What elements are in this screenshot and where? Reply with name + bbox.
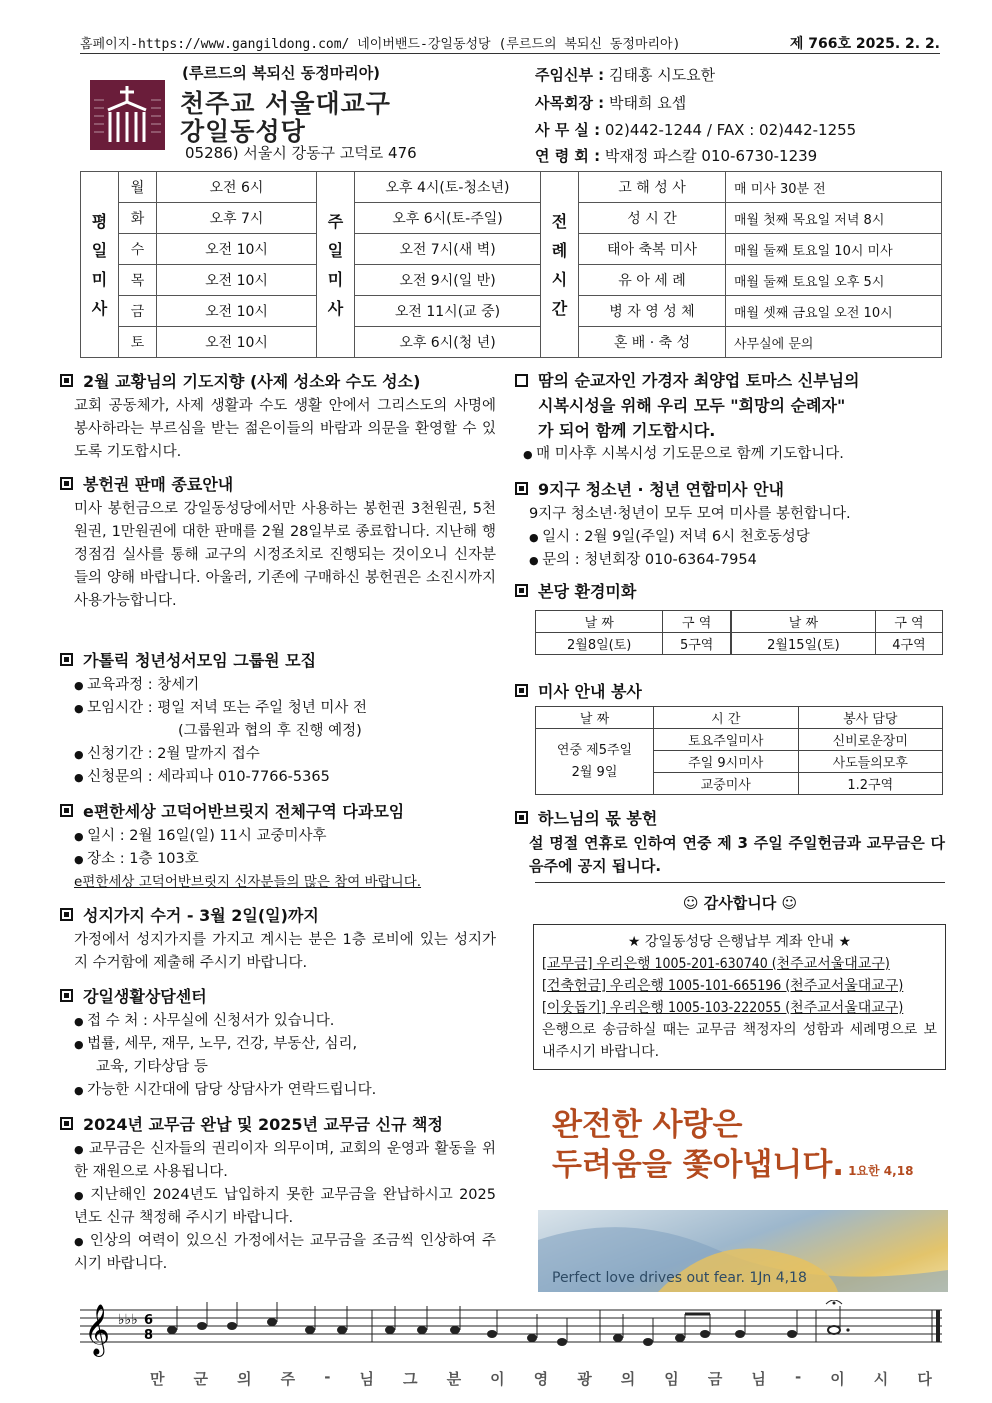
poster-line: 두려움을 쫓아냅니다. 1요한 4,18 bbox=[552, 1147, 914, 1183]
treble-clef-icon: 𝄞 bbox=[84, 1304, 111, 1355]
poster-image bbox=[538, 1210, 948, 1292]
weekday-day: 화 bbox=[119, 203, 157, 234]
list-item: ● 일시 : 2월 16일(일) 11시 교중미사후 bbox=[74, 825, 496, 848]
bullet-square-icon bbox=[60, 804, 73, 817]
lyric-syllable: 금 bbox=[707, 1370, 725, 1388]
table-cell: 1.2구역 bbox=[798, 773, 943, 795]
patron-name: (루르드의 복되신 동정마리아) bbox=[182, 64, 381, 82]
weekday-day: 토 bbox=[119, 327, 157, 358]
lyric-syllable: 그 bbox=[403, 1370, 420, 1388]
lyric-syllable: - bbox=[794, 1368, 804, 1386]
table-cell: 교중미사 bbox=[654, 773, 799, 795]
sunday-time: 오전 11시(교 중) bbox=[355, 296, 541, 327]
table-header: 봉사 담당 bbox=[798, 707, 943, 729]
sacrament-name: 성 시 간 bbox=[579, 203, 726, 234]
list-item: ● 교무금은 신자들의 권리이자 의무이며, 교회의 운영과 활동을 위한 재원으로 사용됩니다. bbox=[74, 1138, 496, 1184]
bullet-square-icon bbox=[515, 684, 528, 697]
sacrament-name: 혼 배 · 축 성 bbox=[579, 327, 726, 358]
table-header: 날 짜 bbox=[536, 707, 654, 729]
section-body: 가정에서 성지가지를 가지고 계시는 분은 1층 로비에 있는 성지가지 수거함에 제출해 주시기 바랍니다. bbox=[74, 932, 496, 971]
bullet-square-icon bbox=[60, 477, 73, 490]
homepage-info: 홈페이지-https://www.gangildong.com/ 네이버밴드-강일동성당 (루르드의 복되신 동정마리아) bbox=[80, 37, 681, 52]
sunday-time: 오전 7시(새 벽) bbox=[355, 234, 541, 265]
weekday-time: 오전 6시 bbox=[157, 172, 317, 203]
table-cell: 2월8일(토) bbox=[536, 633, 663, 655]
notes bbox=[167, 1300, 850, 1346]
bank-account: [건축헌금] 우리은행 1005-101-665196 (천주교서울대교구) bbox=[542, 978, 904, 994]
sunday-mass-label: 주 일 미 사 bbox=[317, 172, 355, 358]
list-item-cont: 교육, 기타상담 등 bbox=[96, 1059, 208, 1075]
section-title: 2024년 교무금 완납 및 2025년 교무금 신규 책정 bbox=[83, 1115, 443, 1134]
weekday-time: 오전 10시 bbox=[157, 327, 317, 358]
weekday-day: 수 bbox=[119, 234, 157, 265]
sunday-time: 오전 9시(일 반) bbox=[355, 265, 541, 296]
sacrament-time: 사무실에 문의 bbox=[726, 327, 942, 358]
sunday-time: 오후 6시(청 년) bbox=[355, 327, 541, 358]
list-item: ● 법률, 세무, 재무, 노무, 건강, 부동산, 심리, bbox=[74, 1033, 496, 1056]
weekday-time: 오전 10시 bbox=[157, 296, 317, 327]
list-item: ● 모임시간 : 평일 저녁 또는 주일 청년 미사 전 bbox=[74, 697, 496, 720]
bible-group-section bbox=[60, 648, 496, 789]
hymn-lyrics bbox=[80, 1368, 942, 1389]
section-title-line: 시복시성을 위해 우리 모두 "희망의 순례자" bbox=[538, 396, 846, 415]
poster-caption: Perfect love drives out fear. 1Jn 4,18 bbox=[552, 1270, 807, 1286]
sacrament-time: 매 미사 30분 전 bbox=[726, 172, 942, 203]
lyric-syllable: 주 bbox=[280, 1370, 298, 1388]
bank-note: 은행으로 송금하실 때는 교무금 책정자의 성함과 세례명으로 보내주시기 바랍니다. bbox=[542, 1022, 937, 1060]
mass-service-table bbox=[535, 706, 943, 795]
lyric-syllable: 광 bbox=[577, 1370, 594, 1388]
lyric-syllable: 영 bbox=[533, 1370, 551, 1388]
hymn-score bbox=[80, 1300, 942, 1390]
cleaning-section bbox=[515, 579, 945, 655]
sunday-time: 오후 6시(토-주일) bbox=[355, 203, 541, 234]
bullet-square-icon bbox=[60, 989, 73, 1002]
section-title: 가톨릭 청년성서모임 그룹원 모집 bbox=[83, 651, 317, 670]
table-header: 구 역 bbox=[663, 611, 731, 633]
weekday-day: 목 bbox=[119, 265, 157, 296]
staff-office: 사 무 실 : 02)442-1244 / FAX : 02)442-1255 bbox=[535, 121, 857, 139]
list-item: ● 문의 : 청년회장 010-6364-7954 bbox=[529, 549, 945, 572]
bank-account: [교무금] 우리은행 1005-201-630740 (천주교서울대교구) bbox=[542, 956, 890, 972]
table-cell: 5구역 bbox=[663, 633, 731, 655]
table-header: 날 짜 bbox=[731, 611, 876, 633]
section-title-line: 가 되어 함께 기도합시다. bbox=[538, 421, 716, 440]
sacrament-time: 매월 셋째 금요일 오전 10시 bbox=[726, 296, 942, 327]
bank-account: [이웃돕기] 우리은행 1005-103-222055 (천주교서울대교구) bbox=[542, 1000, 904, 1016]
sacrament-time: 매월 둘째 토요일 10시 미사 bbox=[726, 234, 942, 265]
list-item: ● 지난해인 2024년도 납입하지 못한 교무금을 완납하시고 2025년도 신규 책정해 주시기 바랍니다. bbox=[74, 1184, 496, 1230]
bullet-square-icon bbox=[60, 653, 73, 666]
lyric-syllable: 다 bbox=[917, 1370, 934, 1388]
sacrament-name: 고 해 성 사 bbox=[579, 172, 726, 203]
section-title: 강일생활상담센터 bbox=[83, 987, 207, 1006]
table-cell: 주일 9시미사 bbox=[654, 751, 799, 773]
list-item: ● 일시 : 2월 9일(주일) 저녁 6시 천호동성당 bbox=[529, 526, 945, 549]
bullet-square-icon bbox=[515, 811, 528, 824]
sacrament-time: 매월 첫째 목요일 저녁 8시 bbox=[726, 203, 942, 234]
weekday-day: 금 bbox=[119, 296, 157, 327]
lyric-syllable: - bbox=[324, 1368, 333, 1386]
table-header: 날 짜 bbox=[536, 611, 663, 633]
staff-funeral: 연 령 회 : 박재정 파스칼 010-6730-1239 bbox=[535, 147, 818, 165]
lyric-syllable: 만 bbox=[150, 1370, 167, 1388]
section-title: 본당 환경미화 bbox=[538, 582, 637, 601]
weekday-mass-label: 평 일 미 사 bbox=[81, 172, 119, 358]
section-title: 성지가지 수거 - 3월 2일(일)까지 bbox=[83, 906, 319, 925]
diocese-name: 천주교 서울대교구 bbox=[180, 89, 391, 118]
section-body: 9지구 청소년·청년이 모두 모여 미사를 봉헌합니다. bbox=[529, 506, 851, 522]
weekday-time: 오전 10시 bbox=[157, 234, 317, 265]
time-signature: 6 bbox=[144, 1313, 154, 1328]
table-cell: 신비로운장미 bbox=[798, 729, 943, 751]
table-header: 시 간 bbox=[654, 707, 799, 729]
section-body: 미사 봉헌금으로 강일동성당에서만 사용하는 봉헌권 3천원권, 5천원권, 1만원권에 대한 판매를 2월 28일부로 종료합니다. 지난해 행정점검 실사를 통해 교구의 시정조치로 진행되는 것이오니 신자분들의 양해 바랍니다. 아울러, 기존에 구매하신 봉헌권은 소진시까지 사용가능합니다. bbox=[74, 501, 496, 609]
section-body: 교회 공동체가, 사제 생활과 수도 생활 안에서 그리스도의 사명에 봉사하라는 부르심을 받는 젊은이들의 바람과 의문을 환영할 수 있도록 기도합시다. bbox=[74, 398, 496, 460]
scripture-poster bbox=[552, 1105, 952, 1191]
youth-mass-section bbox=[515, 477, 945, 572]
section-title: 봉헌권 판매 종료안내 bbox=[83, 475, 234, 494]
poster-line: 완전한 사랑은 bbox=[552, 1107, 743, 1143]
staff-pastor: 주임신부 : 김태홍 시도요한 bbox=[535, 66, 716, 84]
list-item: ● 신청기간 : 2월 말까지 접수 bbox=[74, 743, 496, 766]
liturgy-label: 전 례 시 간 bbox=[541, 172, 579, 358]
issue-number: 제 766호 2025. 2. 2. bbox=[789, 35, 940, 52]
bullet-square-icon bbox=[60, 374, 73, 387]
parish-logo bbox=[90, 80, 165, 150]
lyric-syllable: 님 bbox=[751, 1370, 768, 1388]
cleaning-table bbox=[535, 610, 943, 655]
thanks-text: ☺ 감사합니다 ☺ bbox=[682, 894, 798, 912]
list-item: ● 가능한 시간대에 담당 상담사가 연락드립니다. bbox=[74, 1079, 496, 1102]
top-bar bbox=[80, 32, 940, 54]
section-title: e편한세상 고덕어반브릿지 전체구역 다과모임 bbox=[83, 802, 405, 821]
dues-section bbox=[60, 1112, 496, 1276]
mass-service-section bbox=[515, 679, 945, 795]
section-title: 하느님의 몫 봉헌 bbox=[538, 809, 658, 828]
lyric-syllable: 시 bbox=[873, 1370, 891, 1388]
bullet-square-icon bbox=[515, 374, 528, 387]
sacrament-time: 매월 둘째 토요일 오후 5시 bbox=[726, 265, 942, 296]
palm-branch-section bbox=[60, 903, 496, 975]
weekday-time: 오전 10시 bbox=[157, 265, 317, 296]
table-cell-date: 연중 제5주일 2월 9일 bbox=[536, 729, 654, 795]
lyric-syllable: 군 bbox=[193, 1370, 211, 1388]
sacrament-name: 태아 축복 미사 bbox=[579, 234, 726, 265]
table-cell: 사도들의모후 bbox=[798, 751, 943, 773]
table-header: 구 역 bbox=[875, 611, 942, 633]
list-item: ● 접 수 처 : 사무실에 신청서가 있습니다. bbox=[74, 1010, 496, 1033]
sacrament-name: 병 자 영 성 체 bbox=[579, 296, 726, 327]
bank-account-box bbox=[533, 924, 946, 1070]
parish-name: 강일동성당 bbox=[180, 117, 306, 146]
church-icon bbox=[90, 80, 165, 150]
list-item: ● 매 미사후 시복시성 기도문으로 함께 기도합니다. bbox=[523, 443, 945, 466]
lyric-syllable: 이 bbox=[830, 1370, 847, 1388]
martyr-prayer-section bbox=[515, 368, 945, 466]
parish-address: 05286) 서울시 강동구 고덕로 476 bbox=[185, 144, 417, 162]
section-title: 미사 안내 봉사 bbox=[538, 682, 642, 701]
lyric-syllable: 임 bbox=[664, 1370, 681, 1388]
bullet-square-icon bbox=[60, 908, 73, 921]
prayer-intention-section bbox=[60, 369, 496, 464]
lyric-syllable: 분 bbox=[446, 1370, 464, 1388]
bullet-square-icon bbox=[515, 584, 528, 597]
weekday-time: 오후 7시 bbox=[157, 203, 317, 234]
list-item: ● 신청문의 : 세라피나 010-7766-5365 bbox=[74, 766, 496, 789]
section-note: e편한세상 고덕어반브릿지 신자분들의 많은 참여 바랍니다. bbox=[74, 874, 422, 890]
list-item-note: (그룹원과 협의 후 진행 예정) bbox=[178, 723, 362, 739]
offering-voucher-section bbox=[60, 472, 496, 613]
sunday-time: 오후 4시(토-청소년) bbox=[355, 172, 541, 203]
god-share-section bbox=[515, 806, 945, 878]
staff-council: 사목회장 : 박태희 요셉 bbox=[535, 94, 687, 112]
list-item: ● 교육과정 : 창세기 bbox=[74, 674, 496, 697]
list-item: ● 장소 : 1층 103호 bbox=[74, 848, 496, 871]
bank-box-title: ★ 강일동성당 은행납부 계좌 안내 ★ bbox=[627, 934, 852, 950]
lyric-syllable: 이 bbox=[490, 1370, 507, 1388]
lyric-syllable: 의 bbox=[620, 1370, 638, 1388]
table-cell: 2월15일(토) bbox=[731, 633, 876, 655]
weekday-day: 월 bbox=[119, 172, 157, 203]
time-signature: 8 bbox=[144, 1328, 154, 1343]
sacrament-name: 유 아 세 례 bbox=[579, 265, 726, 296]
bullet-square-icon bbox=[60, 1117, 73, 1130]
table-cell: 4구역 bbox=[875, 633, 942, 655]
section-body: 설 명절 연휴로 인하여 연중 제 3 주일 주일헌금과 교무금은 다음주에 공지 됩니다. bbox=[529, 834, 945, 875]
section-title: 2월 교황님의 기도지향 (사제 성소와 수도 성소) bbox=[83, 372, 421, 391]
mass-schedule-table bbox=[80, 171, 942, 358]
divider bbox=[535, 882, 945, 883]
lyric-syllable: 의 bbox=[237, 1370, 254, 1388]
lyric-syllable: 님 bbox=[359, 1370, 376, 1388]
counseling-center-section bbox=[60, 984, 496, 1102]
flat-sign-icon: ♭♭♭ bbox=[118, 1312, 138, 1328]
section-title: 9지구 청소년 · 청년 연합미사 안내 bbox=[538, 480, 784, 499]
apartment-meeting-section bbox=[60, 799, 496, 894]
list-item: ● 인상의 여력이 있으신 가정에서는 교무금을 조금씩 인상하여 주시기 바랍니다. bbox=[74, 1230, 496, 1276]
music-staff bbox=[80, 1300, 942, 1364]
section-title-line: 땀의 순교자인 가경자 최양업 토마스 신부님의 bbox=[538, 371, 860, 390]
table-cell: 토요주일미사 bbox=[654, 729, 799, 751]
bullet-square-icon bbox=[515, 482, 528, 495]
